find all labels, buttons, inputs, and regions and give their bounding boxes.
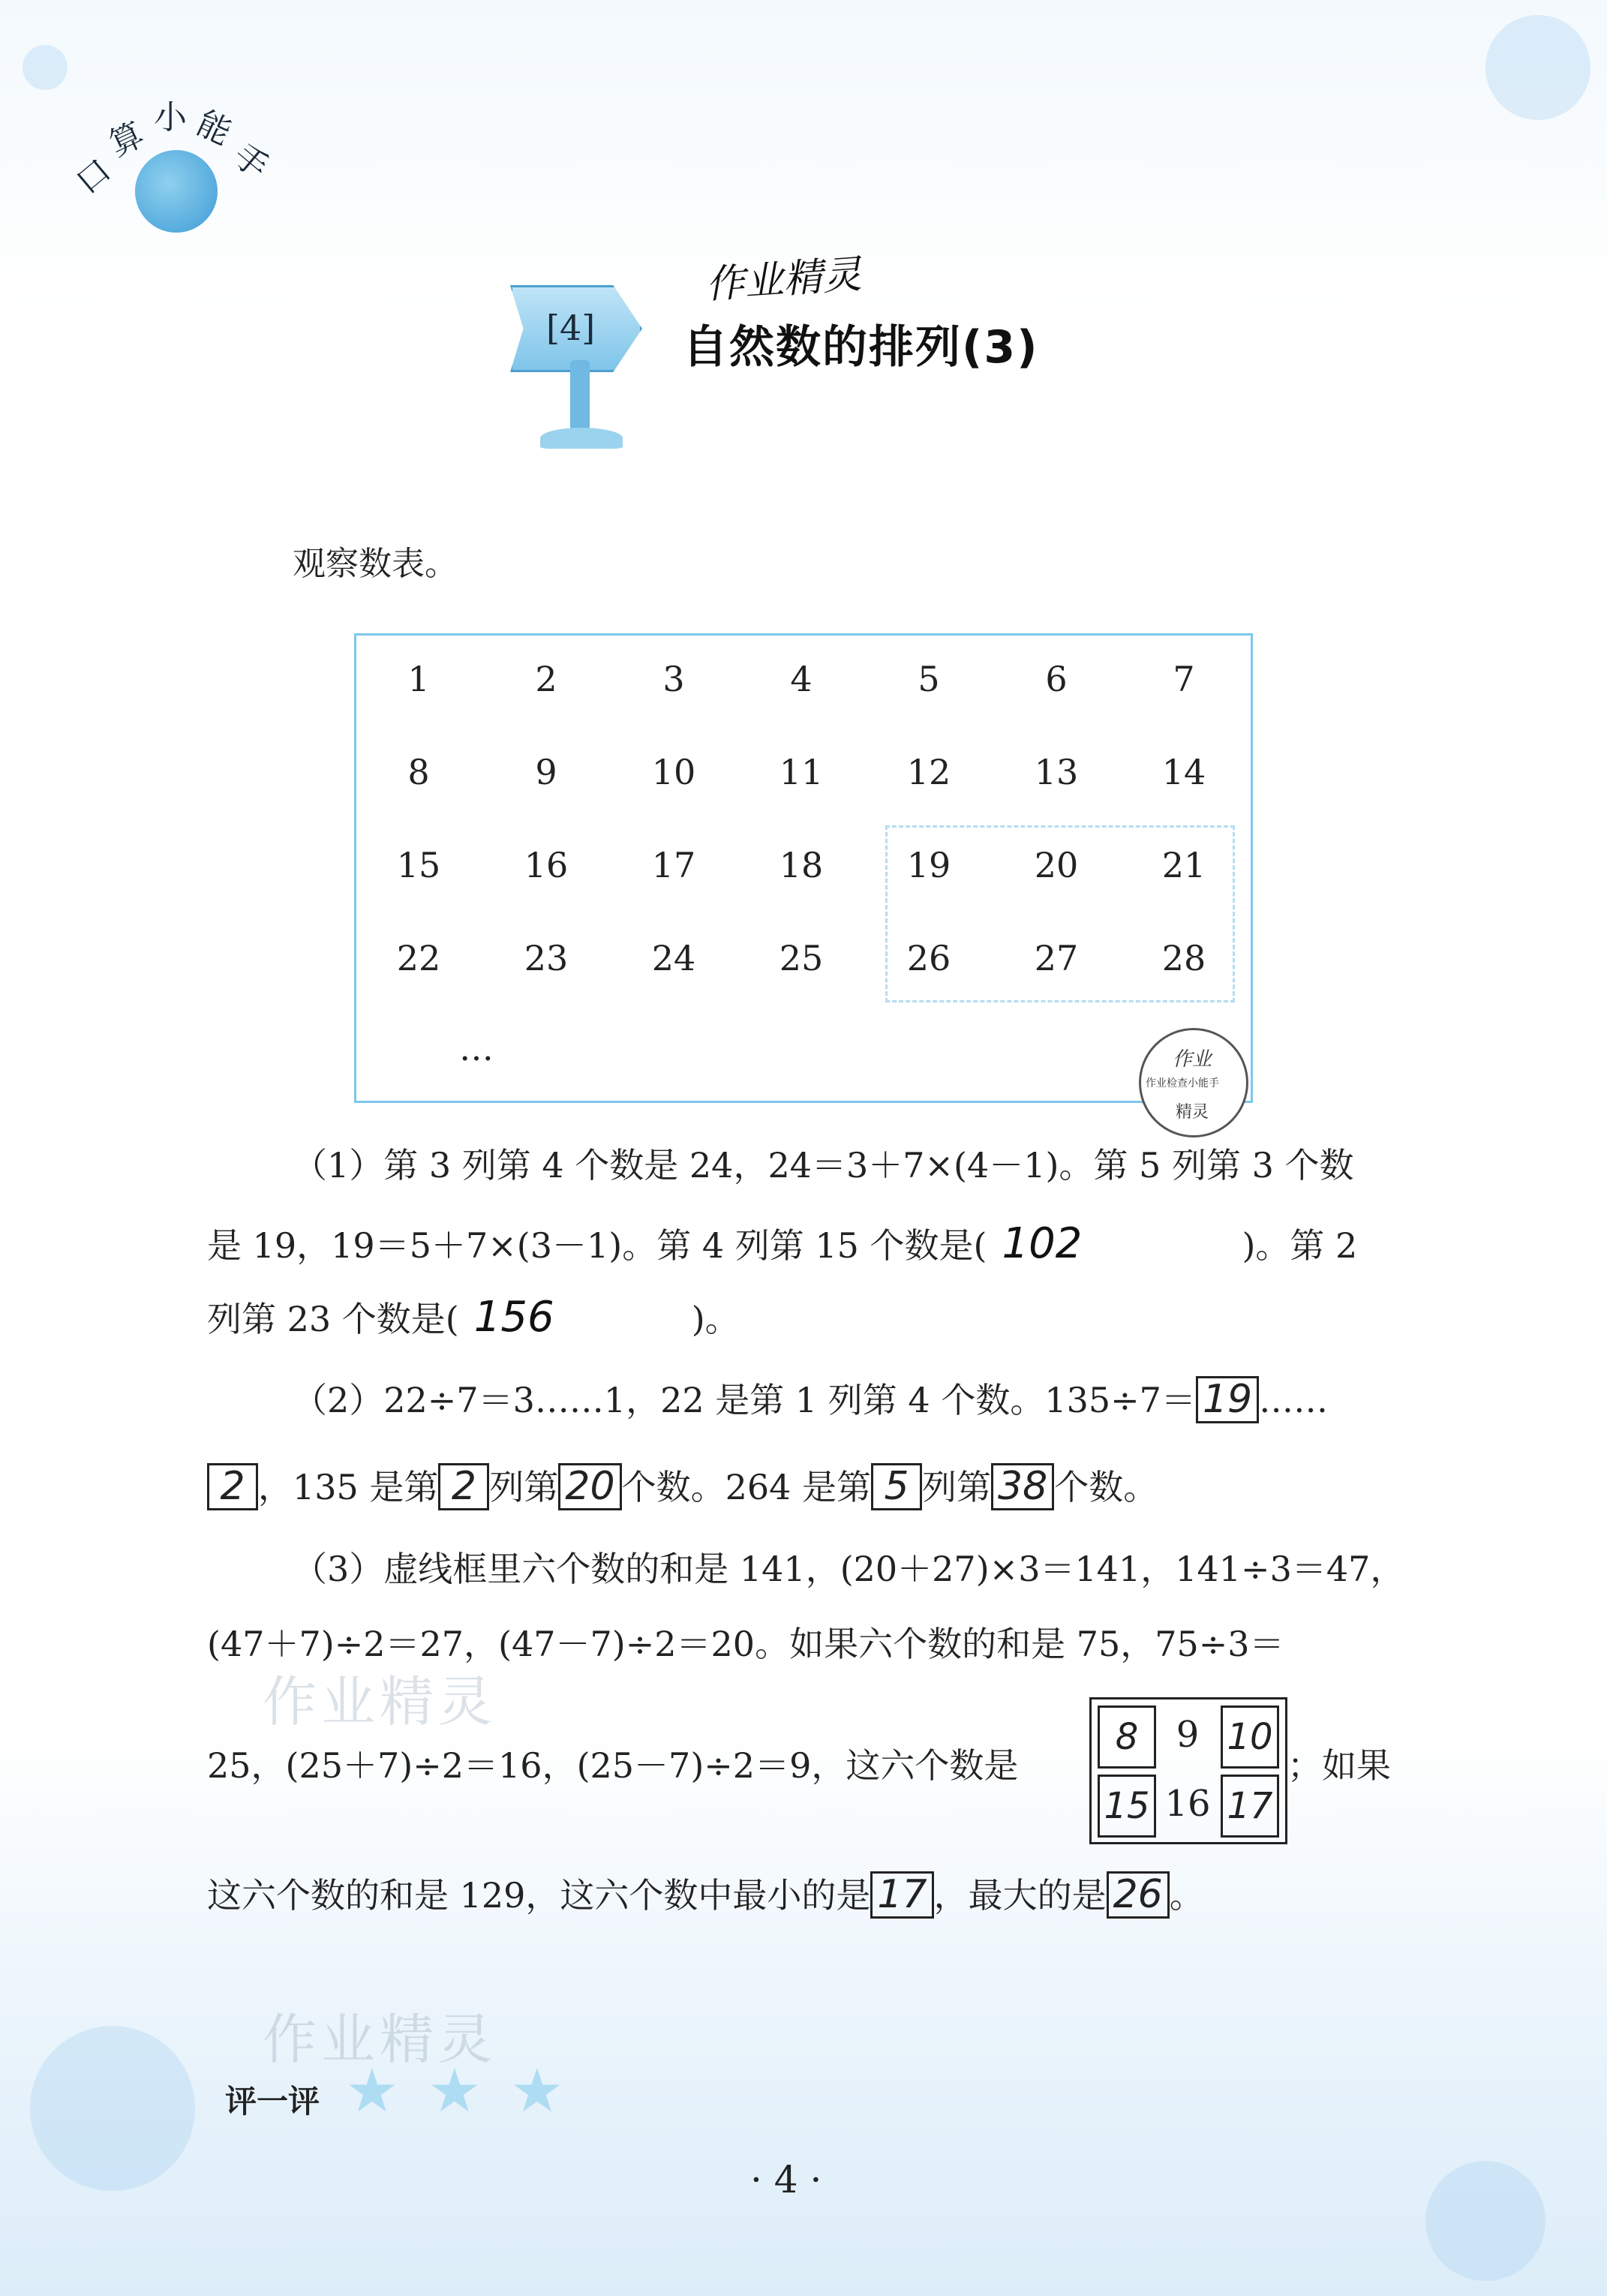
table-cell: 22 xyxy=(396,938,441,978)
stamp-middle: 作业检查小能手 xyxy=(1146,1077,1219,1089)
six-cell[interactable]: 15 xyxy=(1098,1775,1156,1838)
q1-line3-text: 列第 23 个数是( xyxy=(207,1299,459,1339)
table-cell: 20 xyxy=(1034,845,1079,885)
table-cell: 2 xyxy=(535,659,557,699)
q2-remainder-box[interactable]: 2 xyxy=(207,1463,258,1510)
table-cell: 15 xyxy=(396,845,441,885)
q1-line1: （1）第 3 列第 4 个数是 24，24＝3＋7×(4－1)。第 5 列第 3 个数 xyxy=(293,1145,1354,1186)
star-icon[interactable]: ★ xyxy=(345,2056,399,2126)
table-cell: 23 xyxy=(524,938,569,978)
table-cell: 24 xyxy=(651,938,696,978)
q2-text: 列第 xyxy=(489,1467,559,1507)
bubble-decoration xyxy=(23,45,68,90)
six-number-grid xyxy=(1089,1697,1287,1844)
q1-answer-1[interactable]: 102 xyxy=(1002,1219,1083,1268)
table-cell: 6 xyxy=(1045,659,1068,699)
q2-text: 个数。 xyxy=(1054,1467,1158,1507)
stamp-bottom: 精灵 xyxy=(1176,1103,1209,1122)
bottom-background xyxy=(0,1726,1607,2296)
q3-line3-b: ；如果 xyxy=(1287,1745,1391,1786)
q2-text: ，135 是第 xyxy=(258,1467,439,1507)
section-number: [4] xyxy=(546,308,596,348)
q3-line4-text: ，最大的是 xyxy=(933,1875,1107,1916)
table-cell: 1 xyxy=(407,659,430,699)
watermark: 作业精灵 xyxy=(263,2008,497,2071)
six-cell[interactable]: 8 xyxy=(1098,1705,1156,1769)
bubble-decoration xyxy=(1485,15,1590,120)
six-cell[interactable]: 17 xyxy=(1221,1775,1279,1838)
q2-pos2-box[interactable]: 38 xyxy=(991,1463,1054,1510)
star-icon[interactable]: ★ xyxy=(510,2056,564,2126)
badge-char: 手 xyxy=(225,136,276,188)
q3-line4-text: 这六个数的和是 129，这六个数中最小的是 xyxy=(207,1875,871,1916)
table-cell: 13 xyxy=(1034,752,1079,792)
table-cell: 11 xyxy=(779,752,824,792)
six-cell: 9 xyxy=(1176,1714,1200,1756)
badge-char: 口 xyxy=(68,151,119,203)
table-cell: 7 xyxy=(1173,659,1195,699)
q3-min-box[interactable]: 17 xyxy=(870,1871,933,1919)
page-number: · 4 · xyxy=(750,2158,822,2201)
badge-char: 算 xyxy=(104,115,150,164)
stamp-top: 作业 xyxy=(1173,1048,1212,1071)
q1-line2-text: 是 19，19＝5＋7×(3－1)。第 4 列第 15 个数是( xyxy=(207,1225,987,1266)
q3-line3-a: 25，(25＋7)÷2＝16，(25－7)÷2＝9，这六个数是 xyxy=(207,1745,1019,1786)
handwritten-note: 作业精灵 xyxy=(704,251,864,308)
q3-line1: （3）虚线框里六个数的和是 141，(20＋27)×3＝141，141÷3＝47， xyxy=(293,1549,1405,1589)
six-cell[interactable]: 10 xyxy=(1221,1705,1279,1769)
table-cell: 9 xyxy=(535,752,557,792)
badge-char: 能 xyxy=(191,104,237,153)
table-cell: 18 xyxy=(779,845,824,885)
table-cell: 8 xyxy=(407,752,430,792)
table-ellipsis: … xyxy=(459,1028,494,1068)
six-cell: 16 xyxy=(1164,1783,1211,1825)
q2-pos-box[interactable]: 20 xyxy=(558,1463,621,1510)
q1-line2-end: )。第 2 xyxy=(1242,1225,1358,1266)
q3-line4-end: 。 xyxy=(1169,1875,1204,1916)
star-icon[interactable]: ★ xyxy=(428,2056,482,2126)
q1-answer-2[interactable]: 156 xyxy=(473,1293,554,1342)
stamp xyxy=(1139,1028,1248,1137)
table-cell: 5 xyxy=(918,659,940,699)
table-cell: 26 xyxy=(906,938,951,978)
watermark: 作业精灵 xyxy=(263,1670,497,1733)
q2-dots: …… xyxy=(1259,1380,1329,1420)
q2-col-box[interactable]: 2 xyxy=(438,1463,489,1510)
q1-line3 xyxy=(207,1292,740,1342)
q2-col2-box[interactable]: 5 xyxy=(871,1463,922,1510)
table-cell: 4 xyxy=(790,659,813,699)
table-cell: 27 xyxy=(1034,938,1079,978)
q2-line2 xyxy=(207,1463,1158,1510)
q3-max-box[interactable]: 26 xyxy=(1107,1871,1170,1919)
q3-line2: (47＋7)÷2＝27，(47－7)÷2＝20。如果六个数的和是 75，75÷3＝ xyxy=(207,1624,1284,1664)
lesson-header xyxy=(495,240,1170,465)
signpost-icon xyxy=(495,255,668,443)
q1-line2 xyxy=(207,1219,1357,1269)
q2-line1-text: （2）22÷7＝3……1，22 是第 1 列第 4 个数。135÷7＝ xyxy=(293,1380,1196,1420)
table-cell: 25 xyxy=(779,938,824,978)
bubble-decoration xyxy=(1425,2161,1545,2281)
table-cell: 21 xyxy=(1161,845,1206,885)
rating-label: 评一评 xyxy=(225,2083,320,2120)
page-title: 自然数的排列(3) xyxy=(683,321,1039,374)
table-cell: 16 xyxy=(524,845,569,885)
table-cell: 3 xyxy=(662,659,685,699)
table-cell: 12 xyxy=(906,752,951,792)
bubble-decoration xyxy=(30,2026,195,2191)
table-cell: 17 xyxy=(651,845,696,885)
q2-line1 xyxy=(293,1376,1328,1423)
intro-text: 观察数表。 xyxy=(293,545,458,583)
table-cell: 28 xyxy=(1161,938,1206,978)
q3-line4 xyxy=(207,1871,1204,1919)
table-cell: 10 xyxy=(651,752,696,792)
q1-line3-end: )。 xyxy=(691,1299,740,1339)
owl-mascot-icon xyxy=(135,150,218,233)
table-cell: 19 xyxy=(906,845,951,885)
table-cell: 14 xyxy=(1161,752,1206,792)
q2-quotient-box[interactable]: 19 xyxy=(1196,1376,1259,1423)
badge-char: 小 xyxy=(154,98,187,137)
q2-text: 个数。264 是第 xyxy=(621,1467,872,1507)
q2-text: 列第 xyxy=(922,1467,992,1507)
